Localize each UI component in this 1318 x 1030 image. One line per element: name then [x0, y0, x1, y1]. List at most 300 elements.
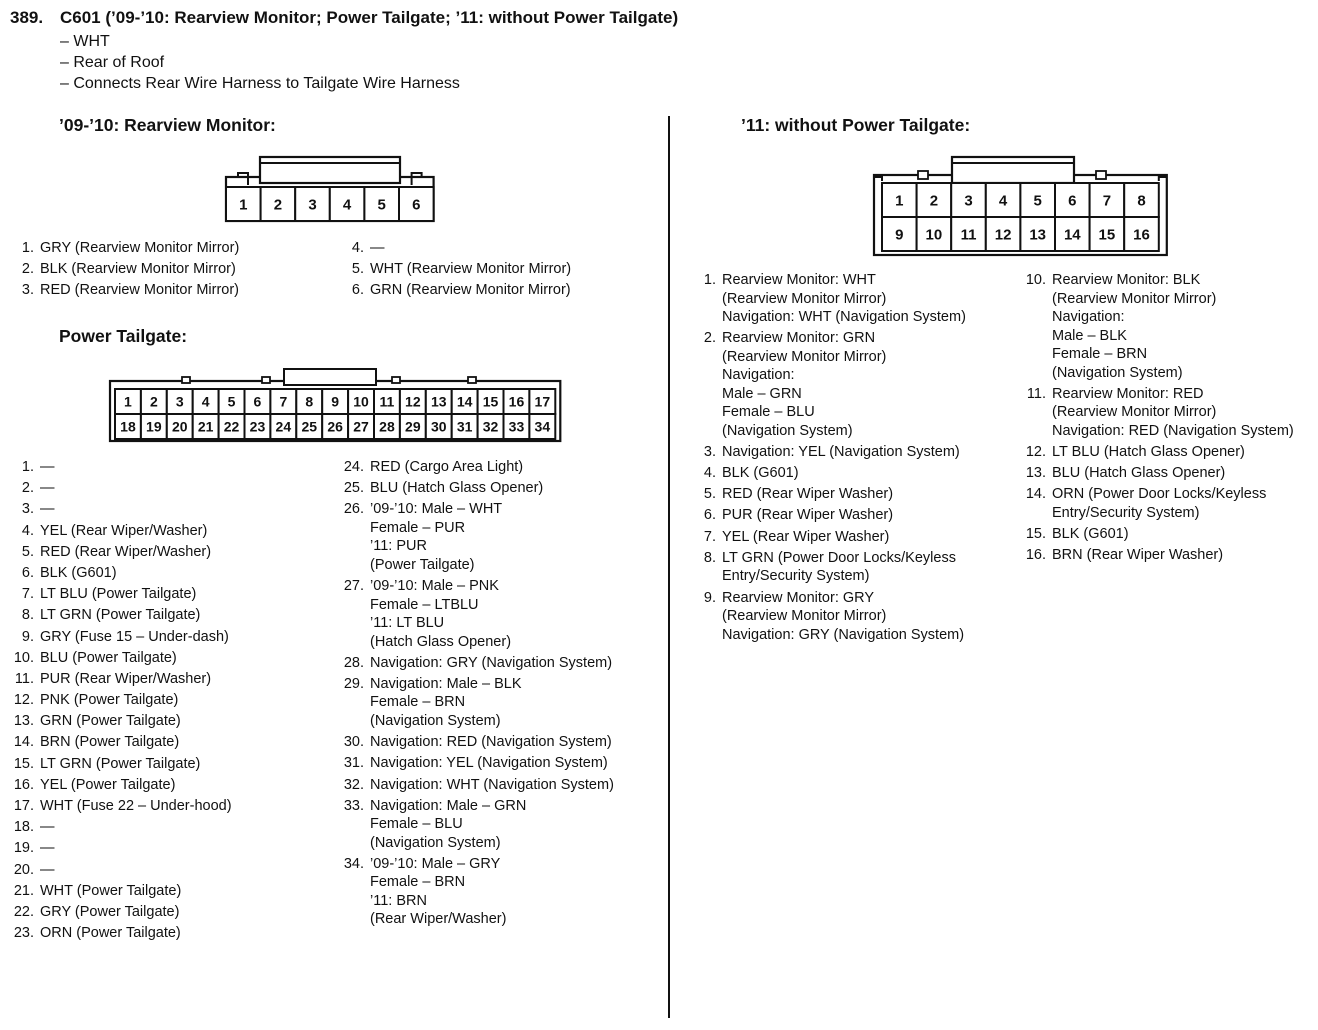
- pin-description: [370, 239, 385, 258]
- pin-description-line: (Navigation System): [370, 712, 501, 729]
- pin-number: 16.: [1025, 547, 1046, 564]
- pin-description: [722, 506, 893, 525]
- pin-description: [40, 479, 55, 498]
- pin-label: 5: [227, 393, 236, 410]
- pin-label: 3: [308, 196, 317, 214]
- pin-label: 32: [482, 418, 499, 435]
- pin-label: 27: [353, 418, 369, 435]
- pin-label: 15: [482, 393, 499, 410]
- pin-description-line: BLU (Hatch Glass Opener): [370, 480, 544, 497]
- pin-number: 17.: [13, 798, 34, 814]
- power-tailgate-connector-diagram: [108, 367, 554, 443]
- pin-number: 28.: [343, 654, 364, 671]
- pin-description-line: Female – BLU: [722, 404, 815, 421]
- pin-description: [370, 479, 543, 498]
- header-line: [10, 8, 678, 28]
- pin-label: 28: [379, 418, 395, 435]
- pin-number: 12.: [1025, 443, 1046, 460]
- pin-description-line: Navigation: GRY (Navigation System): [722, 626, 965, 643]
- pin-description: [370, 733, 612, 752]
- pin-entry: [10, 755, 232, 774]
- connector-lock-tab: [284, 369, 376, 385]
- pin-entry: [340, 776, 614, 795]
- pin-description-line: BRN (Power Tailgate): [40, 734, 180, 751]
- power-tailgate-pins-right: [340, 458, 614, 932]
- pin-number: 5.: [351, 261, 364, 278]
- pin-number: 4.: [21, 522, 34, 539]
- pin-description: [370, 458, 523, 477]
- pin-description: [40, 861, 55, 880]
- pin-description: [1052, 271, 1216, 382]
- pin-description-line: (Navigation System): [722, 422, 853, 439]
- pin-description: [722, 329, 886, 440]
- pin-description-line: ’11: LT BLU: [370, 615, 445, 632]
- pin-description-line: GRN (Power Tailgate): [40, 713, 181, 730]
- pin-description: [40, 543, 211, 562]
- pin-number: 4.: [703, 465, 716, 482]
- pin-entry: [10, 903, 232, 922]
- pin-number: 13.: [1025, 465, 1046, 482]
- page-title: C601 (’09-’10: Rearview Monitor; Power Tailgate; ’11: without Power Tailgate): [60, 8, 679, 27]
- pin-description: [40, 564, 117, 583]
- pin-description: [40, 924, 181, 943]
- pin-description: [722, 271, 966, 327]
- pin-description: [370, 855, 506, 929]
- pin-label: 12: [994, 226, 1012, 244]
- pin-label: 21: [197, 418, 214, 435]
- pin-number: 15.: [13, 755, 34, 772]
- pin-label: 3: [964, 192, 973, 210]
- pin-number: 3.: [21, 282, 34, 299]
- pin-description-line: RED (Rearview Monitor Mirror): [40, 282, 239, 299]
- pin-number: 5.: [703, 486, 716, 503]
- pin-description-line: Navigation: WHT (Navigation System): [370, 776, 614, 793]
- rearview-monitor-connector-diagram: [224, 155, 438, 225]
- pin-description-line: Navigation: YEL (Navigation System): [722, 443, 960, 460]
- pin-description: [40, 903, 179, 922]
- pin-description: [40, 797, 232, 816]
- pin-description: [40, 585, 196, 604]
- pin-description-line: (Navigation System): [1052, 364, 1183, 381]
- pin-description-line: PUR (Rear Wiper/Washer): [40, 670, 212, 687]
- pin-description: [370, 675, 522, 731]
- pin-number: 9.: [21, 628, 34, 645]
- pin-description-line: Navigation: GRY (Navigation System): [370, 654, 613, 671]
- pin-description-line: Male – GRN: [722, 385, 802, 402]
- pin-description-line: ’11: PUR: [370, 538, 427, 555]
- pin-label: 26: [327, 418, 343, 435]
- pin-description-line: (Rearview Monitor Mirror): [722, 348, 887, 365]
- pin-entry: [692, 329, 966, 440]
- pin-number: 27.: [343, 578, 364, 595]
- pin-entry: [10, 628, 232, 647]
- pin-number: 11.: [1026, 385, 1046, 402]
- pin-description-line: Rearview Monitor: GRY: [722, 589, 875, 606]
- connector-attributes: [60, 31, 678, 94]
- pin-description-line: (Rear Wiper/Washer): [370, 911, 507, 928]
- without-power-tailgate-connector-diagram: [872, 155, 1154, 255]
- pin-entry: [1022, 271, 1294, 382]
- pin-description: [40, 882, 181, 901]
- pin-entry: [340, 754, 614, 773]
- rearview-monitor-pins-right: [340, 239, 571, 303]
- pin-entry: [340, 479, 614, 498]
- pin-description-line: GRY (Power Tailgate): [40, 903, 180, 920]
- pin-description-line: LT GRN (Power Door Locks/Keyless: [722, 549, 956, 566]
- pin-description: [722, 549, 956, 586]
- pin-number: 22.: [13, 903, 34, 920]
- pin-label: 30: [430, 418, 447, 435]
- pin-description-line: Female – BRN: [370, 694, 466, 711]
- connector-lock-tab: [952, 157, 1074, 183]
- pin-description-line: Female – PUR: [370, 519, 466, 536]
- pin-label: 4: [342, 196, 352, 214]
- pin-number: 33.: [343, 797, 364, 814]
- pin-number: 23.: [13, 925, 34, 942]
- pin-description: [370, 754, 608, 773]
- pin-entry: [340, 458, 614, 477]
- pin-label: 22: [223, 418, 240, 435]
- pin-description-line: ’09-’10: Male – GRY: [370, 855, 501, 872]
- pin-description-line: WHT (Fuse 22 – Under-hood): [40, 798, 232, 814]
- pin-description-line: LT BLU (Hatch Glass Opener): [1052, 443, 1245, 460]
- pin-description-line: Navigation: YEL (Navigation System): [370, 755, 608, 772]
- pin-description-line: BRN (Rear Wiper Washer): [1052, 547, 1224, 564]
- pin-description: [1052, 525, 1129, 544]
- pin-entry: [10, 797, 232, 816]
- rearview-monitor-title: ’09-’10: Rearview Monitor:: [59, 115, 276, 135]
- pin-number: 6.: [703, 507, 716, 524]
- pin-description: [1052, 464, 1225, 483]
- pin-entry: [692, 528, 966, 547]
- pin-label: 25: [301, 418, 318, 435]
- pin-description-line: Male – BLK: [1052, 327, 1127, 344]
- pin-label: 10: [925, 226, 943, 244]
- pin-label: 9: [331, 393, 340, 410]
- pin-description-line: (Rearview Monitor Mirror): [1052, 404, 1217, 421]
- pin-entry: [10, 691, 232, 710]
- pin-description-line: RED (Cargo Area Light): [370, 459, 524, 475]
- pin-description: [370, 654, 612, 673]
- pin-entry: [10, 924, 232, 943]
- pin-label: 7: [1102, 192, 1112, 210]
- pin-number: 13.: [13, 713, 34, 730]
- pin-number: 9.: [703, 589, 716, 606]
- pin-description-line: Navigation: RED (Navigation System): [370, 734, 612, 751]
- pin-description-line: YEL (Power Tailgate): [40, 776, 176, 793]
- pin-number: 20.: [13, 861, 34, 878]
- pin-description-line: Entry/Security System): [1052, 504, 1200, 521]
- pin-description: [40, 712, 181, 731]
- pin-description: [40, 281, 239, 300]
- pin-description: [370, 260, 571, 279]
- pin-description-line: (Navigation System): [370, 834, 501, 851]
- pin-description-line: PNK (Power Tailgate): [40, 692, 179, 709]
- pin-entry: [1022, 525, 1294, 544]
- pin-label: 10: [353, 393, 369, 410]
- pin-description-line: PUR (Rear Wiper Washer): [722, 507, 894, 524]
- pin-number: 5.: [21, 543, 34, 560]
- pin-description-line: RED (Rear Wiper Washer): [722, 486, 894, 503]
- pin-description: [722, 485, 893, 504]
- pin-label: 13: [430, 393, 447, 410]
- pin-label: 31: [456, 418, 473, 435]
- pin-label: 19: [146, 418, 162, 435]
- pin-description: [722, 464, 799, 483]
- pin-label: 11: [379, 393, 395, 410]
- connector-connects: – Connects Rear Wire Harness to Tailgate Wire Harness: [60, 75, 460, 92]
- pin-number: 18.: [13, 819, 34, 836]
- pin-label: 24: [275, 418, 292, 435]
- pin-entry: [10, 839, 232, 858]
- pin-entry: [1022, 443, 1294, 462]
- without-power-tailgate-title: ’11: without Power Tailgate:: [741, 115, 971, 135]
- connector-key-notch: [468, 377, 476, 383]
- pin-label: 33: [508, 418, 525, 435]
- pin-number: 7.: [703, 528, 716, 545]
- pin-entry: [1022, 464, 1294, 483]
- pin-description-line: Rearview Monitor: GRN: [722, 330, 876, 347]
- connector-key-notch: [392, 377, 400, 383]
- pin-number: 19.: [13, 840, 34, 857]
- pin-description: [722, 443, 960, 462]
- pin-entry: [10, 281, 239, 300]
- pin-number: 1.: [21, 459, 34, 475]
- pin-entry: [10, 670, 232, 689]
- pin-entry: [1022, 546, 1294, 565]
- pin-label: 16: [1133, 226, 1150, 244]
- pin-entry: [340, 654, 614, 673]
- pin-number: 7.: [21, 586, 34, 603]
- pin-label: 6: [1068, 192, 1077, 210]
- pin-number: 14.: [1025, 486, 1046, 503]
- pin-entry: [692, 485, 966, 504]
- pin-description-line: Entry/Security System): [722, 568, 870, 585]
- pin-label: 29: [405, 418, 421, 435]
- pin-entry: [340, 675, 614, 731]
- pin-number: 10.: [13, 649, 34, 666]
- pin-entry: [340, 500, 614, 574]
- pin-description-line: Female – BLU: [370, 816, 463, 833]
- pin-description-line: ’09-’10: Male – WHT: [370, 501, 503, 518]
- pin-label: 34: [534, 418, 551, 435]
- pin-entry: [340, 239, 571, 258]
- pin-entry: [10, 861, 232, 880]
- pin-description: [40, 839, 55, 858]
- pin-number: 8.: [21, 607, 34, 624]
- pin-description-line: LT BLU (Power Tailgate): [40, 586, 197, 603]
- pin-description: [40, 628, 229, 647]
- pin-entry: [692, 464, 966, 483]
- pin-number: 12.: [13, 692, 34, 709]
- pin-description-line: —: [40, 861, 55, 878]
- pin-description: [370, 797, 526, 853]
- pin-entry: [10, 479, 232, 498]
- pin-description: [370, 500, 502, 574]
- pin-label: 2: [273, 196, 283, 214]
- pin-entry: [10, 733, 232, 752]
- connector-color: – WHT: [60, 33, 110, 50]
- pin-label: 1: [895, 192, 904, 210]
- pin-entry: [10, 712, 232, 731]
- pin-description: [40, 755, 200, 774]
- pin-description: [40, 733, 179, 752]
- pin-description-line: Navigation:: [722, 367, 795, 384]
- connector-key-notch: [918, 171, 928, 179]
- pin-description-line: ORN (Power Door Locks/Keyless: [1052, 486, 1267, 503]
- pin-description-line: Navigation: WHT (Navigation System): [722, 309, 966, 325]
- pin-description-line: YEL (Rear Wiper/Washer): [40, 522, 208, 539]
- pin-description-line: Navigation:: [1052, 309, 1125, 325]
- pin-label: 1: [124, 393, 132, 410]
- pin-description-line: Navigation: Male – GRN: [370, 797, 527, 814]
- pin-label: 20: [171, 418, 188, 435]
- pin-description-line: Navigation: Male – BLK: [370, 675, 522, 692]
- pin-entry: [10, 585, 232, 604]
- pin-number: 8.: [703, 549, 716, 566]
- pin-label: 14: [1063, 226, 1081, 244]
- pin-description-line: —: [40, 501, 55, 518]
- column-divider: [668, 116, 670, 1018]
- pin-entry: [692, 549, 966, 586]
- pin-number: 25.: [343, 480, 364, 497]
- pin-label: 9: [895, 226, 904, 244]
- pin-description-line: —: [40, 840, 55, 857]
- pin-description-line: Female – LTBLU: [370, 596, 479, 613]
- pin-description: [370, 577, 511, 651]
- pin-entry: [10, 543, 232, 562]
- pin-label: 4: [201, 393, 210, 410]
- without-power-tailgate-pins-left: [692, 271, 966, 647]
- pin-description: [40, 649, 177, 668]
- pin-entry: [10, 776, 232, 795]
- pin-entry: [340, 577, 614, 651]
- pin-entry: [340, 855, 614, 929]
- pin-number: 6.: [351, 282, 364, 299]
- pin-number: 11.: [14, 670, 34, 687]
- pin-description: [40, 458, 55, 477]
- pin-description-line: —: [40, 459, 55, 475]
- pin-description-line: BLU (Power Tailgate): [40, 649, 177, 666]
- pin-number: 4.: [351, 240, 364, 256]
- pin-number: 21.: [13, 882, 34, 899]
- pin-label: 5: [377, 196, 386, 214]
- pin-entry: [10, 260, 239, 279]
- pin-entry: [692, 443, 966, 462]
- pin-label: 2: [929, 192, 939, 210]
- pin-description: [40, 606, 200, 625]
- pin-description-line: LT GRN (Power Tailgate): [40, 755, 201, 772]
- pin-number: 6.: [21, 564, 34, 581]
- pin-number: 1.: [703, 272, 716, 288]
- pin-entry: [10, 649, 232, 668]
- pin-label: 14: [456, 393, 473, 410]
- pin-label: 11: [960, 226, 977, 244]
- pin-description-line: GRN (Rearview Monitor Mirror): [370, 282, 571, 299]
- pin-number: 10.: [1025, 272, 1046, 288]
- rearview-monitor-pins-left: [10, 239, 239, 303]
- pin-description-line: Female – BRN: [370, 874, 466, 891]
- pin-entry: [10, 458, 232, 477]
- power-tailgate-pins-left: [10, 458, 232, 945]
- pin-label: 6: [412, 196, 421, 214]
- pin-description-line: Rearview Monitor: WHT: [722, 272, 876, 288]
- pin-description: [1052, 385, 1294, 441]
- pin-description-line: YEL (Rear Wiper Washer): [722, 528, 890, 545]
- pin-description-line: BLK (Rearview Monitor Mirror): [40, 261, 236, 278]
- pin-label: 16: [508, 393, 525, 410]
- pin-label: 8: [1137, 192, 1146, 210]
- pin-entry: [10, 818, 232, 837]
- pin-description-line: RED (Rear Wiper/Washer): [40, 543, 212, 560]
- pin-description-line: ’09-’10: Male – PNK: [370, 578, 499, 595]
- pin-description: [40, 522, 207, 541]
- pin-number: 24.: [343, 459, 364, 475]
- pin-entry: [10, 606, 232, 625]
- pin-description-line: —: [40, 819, 55, 836]
- pin-label: 23: [249, 418, 266, 435]
- pin-entry: [692, 271, 966, 327]
- power-tailgate-title: Power Tailgate:: [59, 326, 188, 346]
- pin-description: [40, 260, 236, 279]
- pin-label: 1: [239, 196, 248, 214]
- pin-description-line: BLK (G601): [40, 564, 117, 581]
- pin-description-line: ORN (Power Tailgate): [40, 925, 181, 942]
- connector-key-notch: [182, 377, 190, 383]
- pin-description: [40, 500, 55, 519]
- pin-entry: [10, 882, 232, 901]
- pin-number: 15.: [1025, 525, 1046, 542]
- pin-entry: [10, 500, 232, 519]
- pin-entry: [1022, 385, 1294, 441]
- pin-label: 4: [998, 192, 1008, 210]
- pin-number: 2.: [21, 261, 34, 278]
- connector-key-notch: [262, 377, 270, 383]
- pin-label: 3: [175, 393, 184, 410]
- pin-entry: [340, 260, 571, 279]
- pin-label: 15: [1098, 226, 1116, 244]
- pin-entry: [1022, 485, 1294, 522]
- pin-label: 7: [279, 393, 288, 410]
- pin-entry: [10, 522, 232, 541]
- pin-number: 2.: [21, 480, 34, 497]
- pin-entry: [10, 239, 239, 258]
- pin-number: 32.: [343, 776, 364, 793]
- pin-entry: [340, 797, 614, 853]
- pin-label: 12: [405, 393, 421, 410]
- page-header: [10, 8, 678, 94]
- pin-description-line: (Hatch Glass Opener): [370, 633, 512, 650]
- pin-description-line: —: [40, 480, 55, 497]
- pin-description: [722, 589, 964, 645]
- pin-entry: [340, 281, 571, 300]
- pin-description: [722, 528, 889, 547]
- pin-description-line: BLK (G601): [1052, 525, 1129, 542]
- pin-label: 8: [305, 393, 314, 410]
- pin-description-line: GRY (Fuse 15 – Under-dash): [40, 628, 229, 645]
- pin-description: [40, 776, 175, 795]
- pin-entry: [692, 506, 966, 525]
- pin-description-line: (Rearview Monitor Mirror): [722, 608, 887, 624]
- pin-label: 18: [120, 418, 136, 435]
- pin-number: 3.: [21, 501, 34, 518]
- pin-number: 1.: [21, 240, 34, 256]
- pin-number: 2.: [703, 330, 716, 347]
- pin-description-line: BLU (Hatch Glass Opener): [1052, 465, 1226, 482]
- pin-description: [40, 818, 55, 837]
- pin-description-line: Rearview Monitor: BLK: [1052, 272, 1201, 288]
- pin-description-line: Female – BRN: [1052, 346, 1148, 362]
